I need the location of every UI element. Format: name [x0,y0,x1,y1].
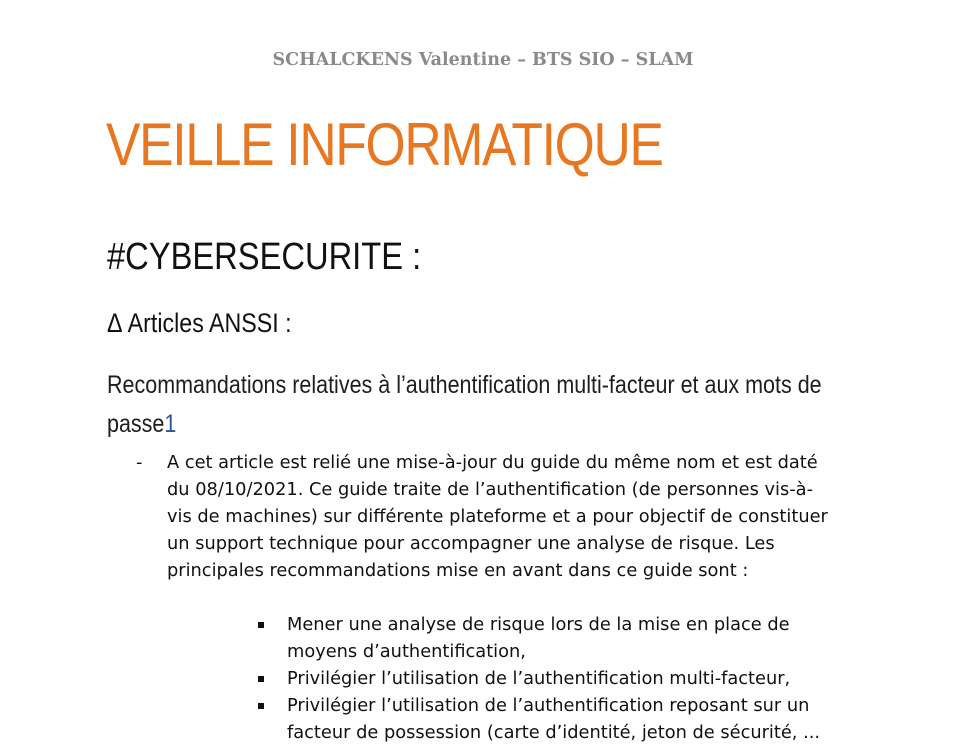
recommendations-list [258,611,838,746]
dash-list [136,449,836,584]
list-item [258,692,838,746]
section-heading: #CYBERSECURITE : [107,236,422,278]
footnote-reference[interactable]: 1 [164,410,177,438]
subsection-heading: Δ Articles ANSSI : [107,308,292,338]
document-title: VEILLE INFORMATIQUE [106,111,663,178]
square-bullet-icon [258,622,264,628]
square-bullet-icon [258,703,264,709]
page-header: SCHALCKENS Valentine – BTS SIO – SLAM [272,50,694,70]
list-item-text: Privilégier l’utilisation de l’authentification multi-facteur, [287,668,791,689]
square-bullet-icon [258,676,264,682]
list-item-text: Privilégier l’utilisation de l’authentification reposant sur un facteur de possession (carte d’identité, jeton de sécurité, ... [287,695,821,743]
list-item [258,611,838,665]
article-heading-text: Recommandations relatives à l’authentification multi-facteur et aux mots de passe [107,371,822,438]
list-item [258,665,838,692]
dash-list-item: A cet article est relié une mise-à-jour du guide du même nom et est daté du 08/10/2021. Ce guide traite de l’authentification (de personnes vis-à-vis de machines) sur différente plateforme et a pour objectif de constituer un support technique pour accompagner une analyse de risque. Les principales recommandations mise en avant dans ce guide sont : [167,452,828,581]
article-heading [107,366,855,444]
list-item-text: Mener une analyse de risque lors de la mise en place de moyens d’authentification, [287,614,790,662]
dash-bullet: - [136,452,143,473]
